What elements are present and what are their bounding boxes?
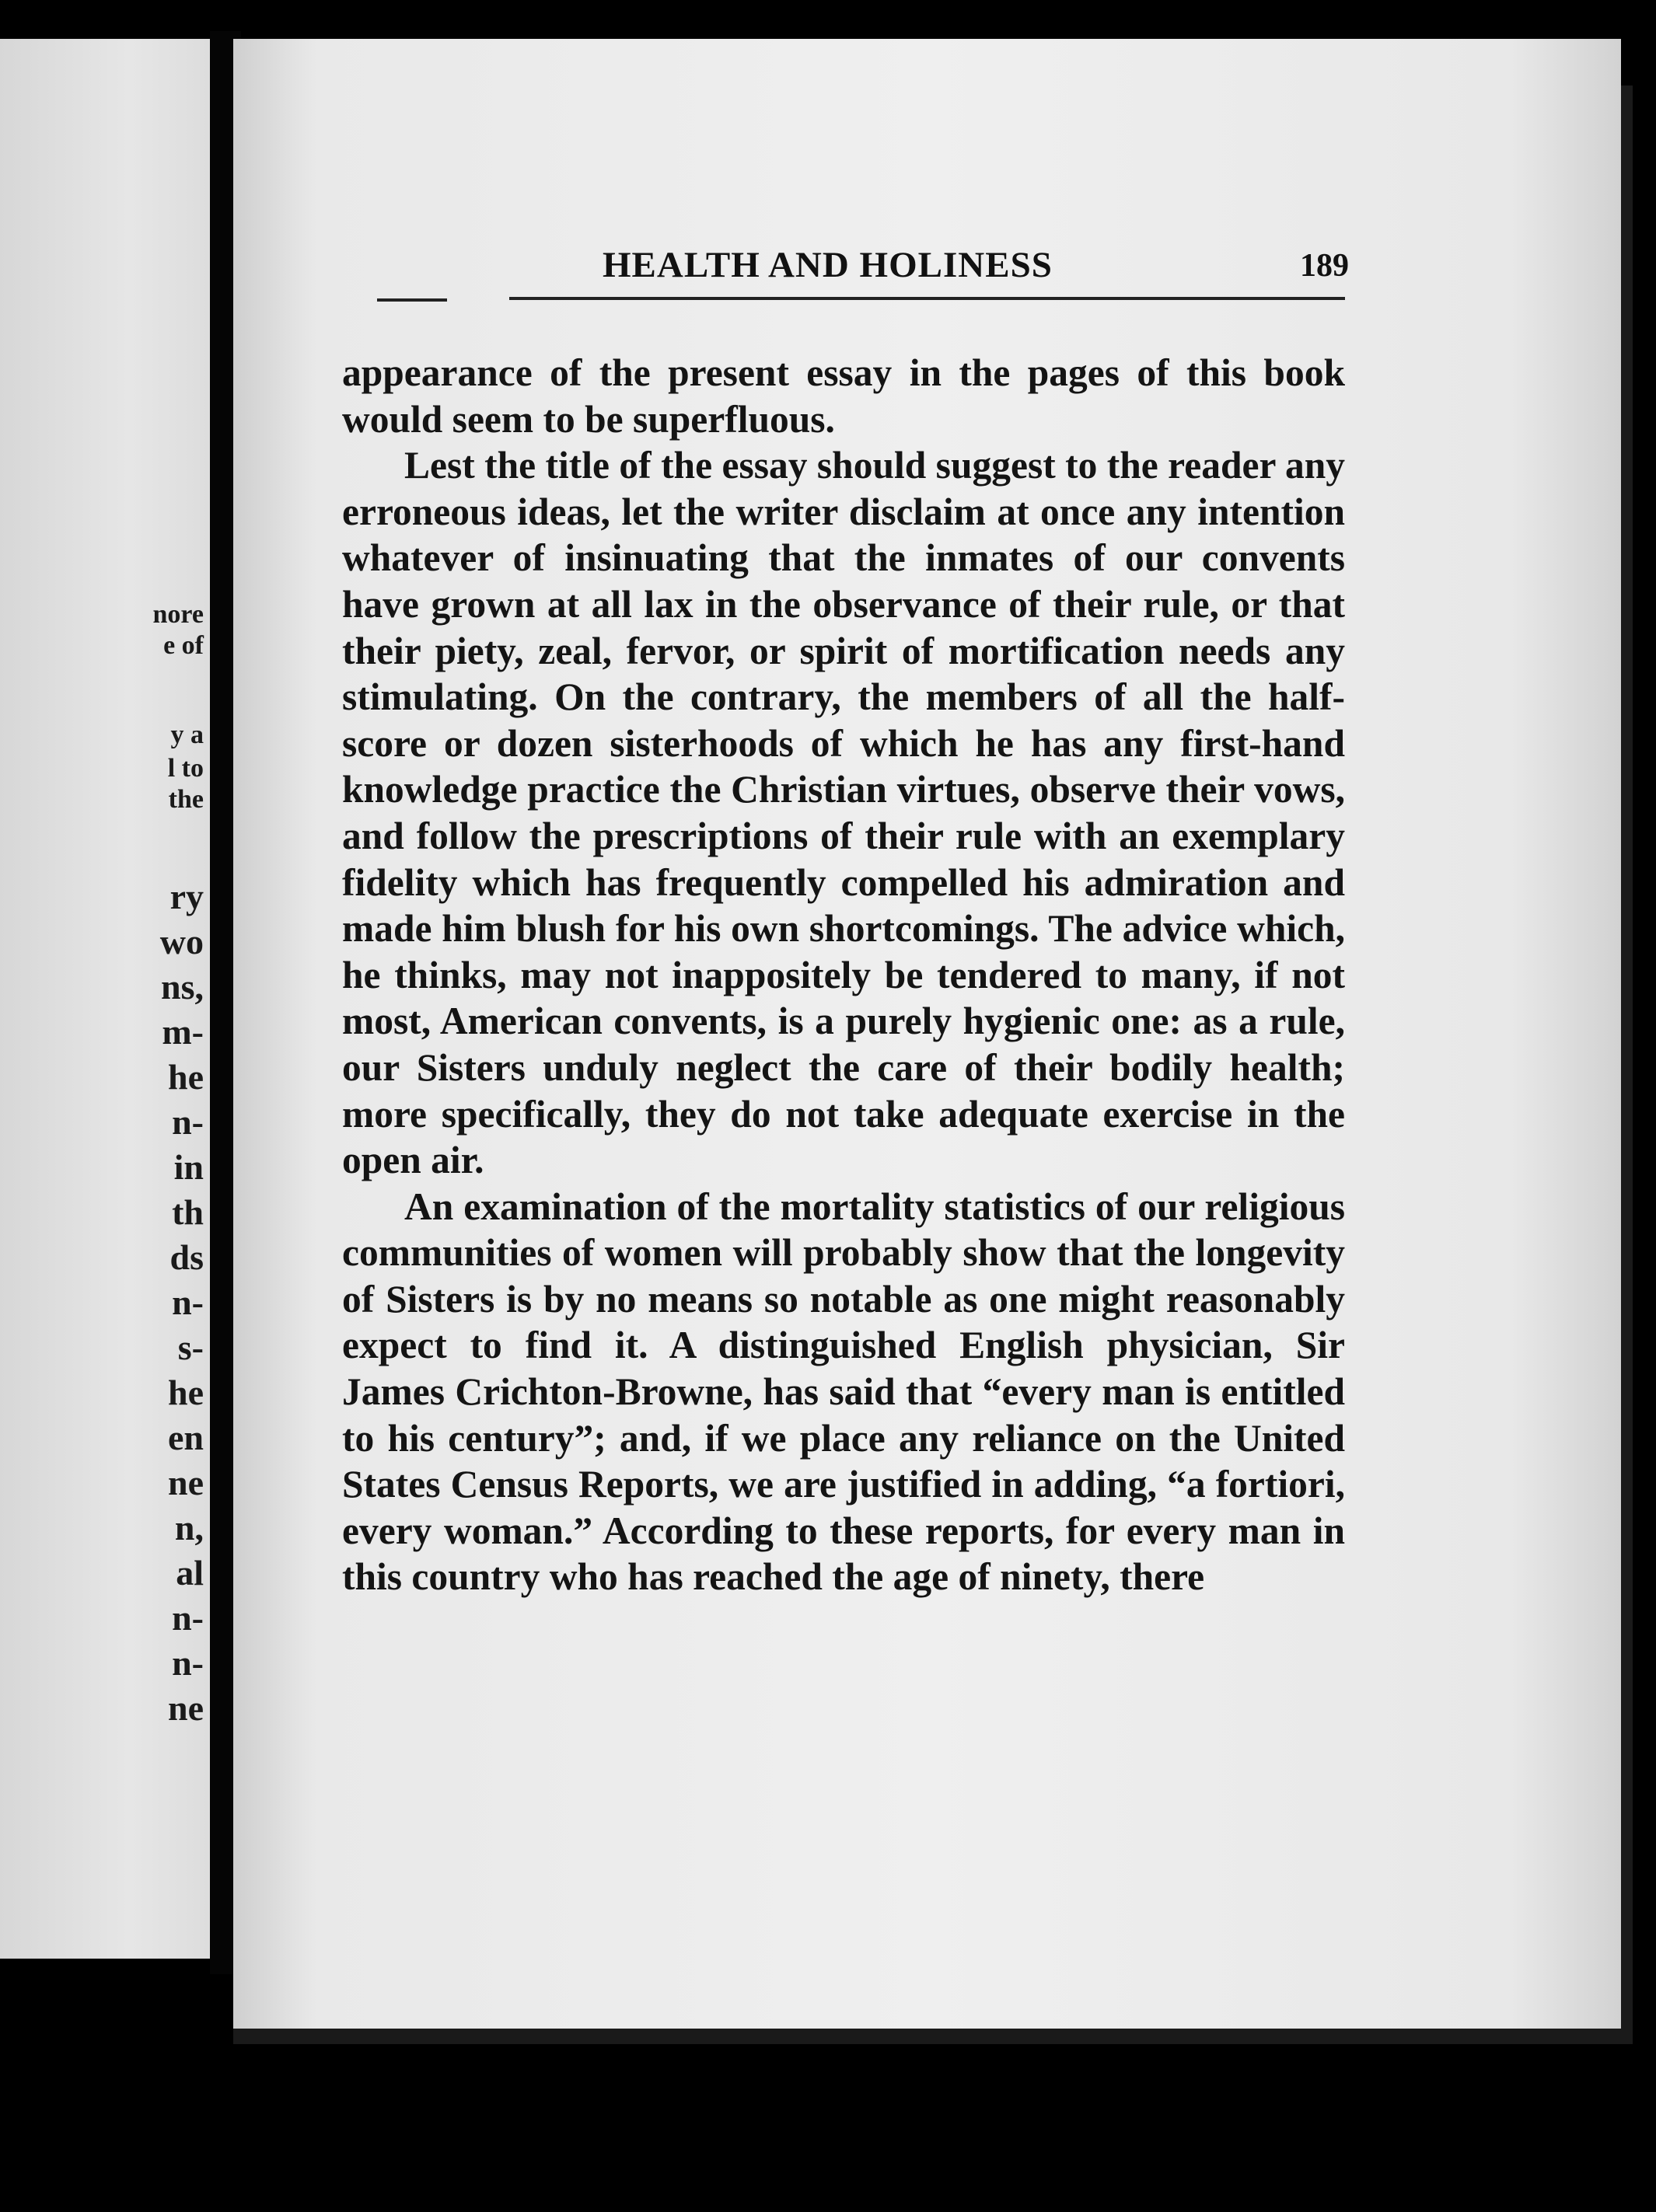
- left-fragment-large: n-: [172, 1598, 204, 1638]
- left-fragment-large: n-: [172, 1102, 204, 1142]
- left-fragment-large: al: [176, 1553, 204, 1593]
- page-number: 189: [1300, 248, 1349, 284]
- left-fragment-large: s-: [177, 1328, 204, 1367]
- left-fragment-large: n,: [174, 1508, 204, 1547]
- left-fragment-small: the: [168, 785, 204, 814]
- left-fragment-large: en: [168, 1418, 204, 1457]
- left-fragment-small: nore: [152, 600, 204, 629]
- running-title: HEALTH AND HOLINESS: [603, 245, 1053, 285]
- left-fragment-large: ds: [169, 1237, 204, 1277]
- left-facing-page: [0, 39, 216, 1959]
- left-fragment-small: l to: [167, 754, 204, 783]
- left-fragment-large: m-: [162, 1012, 204, 1052]
- left-fragment-large: n-: [172, 1643, 204, 1683]
- left-fragment-small: e of: [163, 631, 204, 660]
- left-fragment-small: y a: [170, 720, 204, 749]
- left-fragment-large: in: [173, 1147, 204, 1187]
- paragraph-1: appearance of the present essay in the pages of this book would seem to be superfluous.: [342, 351, 1345, 441]
- left-fragment-large: th: [172, 1192, 204, 1232]
- page-right-edge: [1621, 85, 1633, 2029]
- left-fragment-large: wo: [159, 922, 204, 961]
- left-fragment-large: ne: [168, 1463, 204, 1502]
- left-fragment-large: he: [168, 1373, 204, 1412]
- left-fragment-large: he: [168, 1057, 204, 1097]
- left-fragment-large: n-: [172, 1282, 204, 1322]
- header-rule-right: [509, 297, 1345, 300]
- page-header: [377, 213, 1349, 298]
- body-text: [342, 350, 1345, 1600]
- paragraph-2: Lest the title of the essay should suggest to the reader any erroneous ideas, let the writer disclaim at once any intention whatever of insinuating that the inmates of our convents have grown at all lax in the observance of their rule, or that their piety, zeal, fervor, or spirit of mortification needs any stimulating. On the contrary, the members of all the half-score or dozen sisterhoods of which he has any first-hand knowledge practice the Christian virtues, observe their vows, and follow the prescriptions of their rule with an exemplary fidelity which has frequently compelled his admiration and made him blush for his own shortcomings. The advice which, he thinks, may not inappositely be tendered to many, if not most, American convents, is a purely hygienic one: as a rule, our Sisters unduly neglect the care of their bodily health; more specifically, they do not take adequate exercise in the open air.: [342, 444, 1345, 1182]
- left-fragment-large: ne: [168, 1688, 204, 1728]
- paragraph-3: An examination of the mortality statistics of our religious communities of women will probably show that the longevity of Sisters is by no means so notable as one might reasonably expect to find it. A distinguished English physician, Sir James Crichton-Browne, has said that “every man is entitled to his century”; and, if we place any reliance on the United States Census Reports, we are justified in adding, “a fortiori, every woman.” According to these reports, for every man in this country who has reached the age of ninety, there: [342, 1185, 1345, 1599]
- header-rule-left: [377, 298, 447, 302]
- left-fragment-large: ns,: [161, 967, 204, 1007]
- left-fragment-large: ry: [169, 877, 204, 916]
- page-bottom-edge: [233, 2029, 1633, 2044]
